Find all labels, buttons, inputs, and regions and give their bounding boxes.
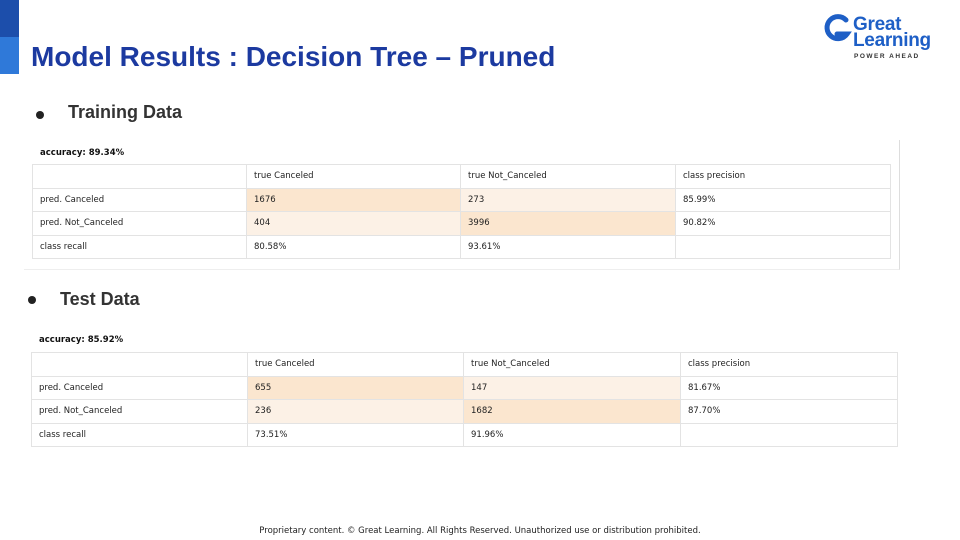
logo-text-learning: Learning <box>853 30 931 51</box>
table-cell: 655 <box>248 376 464 400</box>
table-cell: 404 <box>247 212 461 236</box>
table-cell: 90.82% <box>676 212 891 236</box>
table-cell: 85.99% <box>676 188 891 212</box>
table-row <box>33 212 891 236</box>
table-cell: 91.96% <box>464 423 681 447</box>
table-row <box>32 376 898 400</box>
test-accuracy: accuracy: 85.92% <box>39 335 124 345</box>
header-cell: class precision <box>676 165 891 189</box>
test-data-heading: Test Data <box>60 289 140 309</box>
slide-title: Model Results : Decision Tree – Pruned <box>31 41 556 72</box>
header-cell: true Not_Canceled <box>461 165 676 189</box>
accent-bar-light <box>0 37 19 74</box>
row-label: class recall <box>32 423 248 447</box>
row-label: pred. Canceled <box>33 188 247 212</box>
table-cell: 1682 <box>464 400 681 424</box>
bullet-icon <box>28 296 36 304</box>
row-label: pred. Not_Canceled <box>32 400 248 424</box>
table-row <box>32 423 898 447</box>
table-row <box>33 188 891 212</box>
header-cell <box>32 353 248 377</box>
training-accuracy: accuracy: 89.34% <box>40 148 125 158</box>
test-confusion-matrix <box>31 352 898 447</box>
test-results-panel <box>30 330 900 450</box>
table-cell: 93.61% <box>461 235 676 259</box>
great-learning-logo <box>822 12 940 62</box>
table-cell: 3996 <box>461 212 676 236</box>
table-cell <box>676 235 891 259</box>
training-data-heading: Training Data <box>68 102 183 122</box>
logo-g-icon <box>822 12 852 46</box>
header-cell: true Not_Canceled <box>464 353 681 377</box>
table-cell: 147 <box>464 376 681 400</box>
table-cell: 87.70% <box>681 400 898 424</box>
table-cell: 236 <box>248 400 464 424</box>
table-cell <box>681 423 898 447</box>
bullet-icon <box>36 111 44 119</box>
table-cell: 81.67% <box>681 376 898 400</box>
table-row <box>33 235 891 259</box>
header-cell: true Canceled <box>248 353 464 377</box>
header-cell <box>33 165 247 189</box>
training-confusion-matrix <box>32 164 891 259</box>
table-header-row <box>32 353 898 377</box>
table-header-row <box>33 165 891 189</box>
row-label: pred. Canceled <box>32 376 248 400</box>
row-label: pred. Not_Canceled <box>33 212 247 236</box>
logo-tagline: POWER AHEAD <box>854 53 920 60</box>
accent-bar-dark <box>0 0 19 37</box>
logo-text-great: Great <box>853 14 902 35</box>
header-cell: class precision <box>681 353 898 377</box>
training-results-panel <box>24 140 900 270</box>
table-cell: 273 <box>461 188 676 212</box>
header-cell: true Canceled <box>247 165 461 189</box>
table-row <box>32 400 898 424</box>
row-label: class recall <box>33 235 247 259</box>
table-cell: 73.51% <box>248 423 464 447</box>
table-cell: 1676 <box>247 188 461 212</box>
table-cell: 80.58% <box>247 235 461 259</box>
copyright-footer: Proprietary content. © Great Learning. All Rights Reserved. Unauthorized use or distribution prohibited. <box>259 526 701 536</box>
